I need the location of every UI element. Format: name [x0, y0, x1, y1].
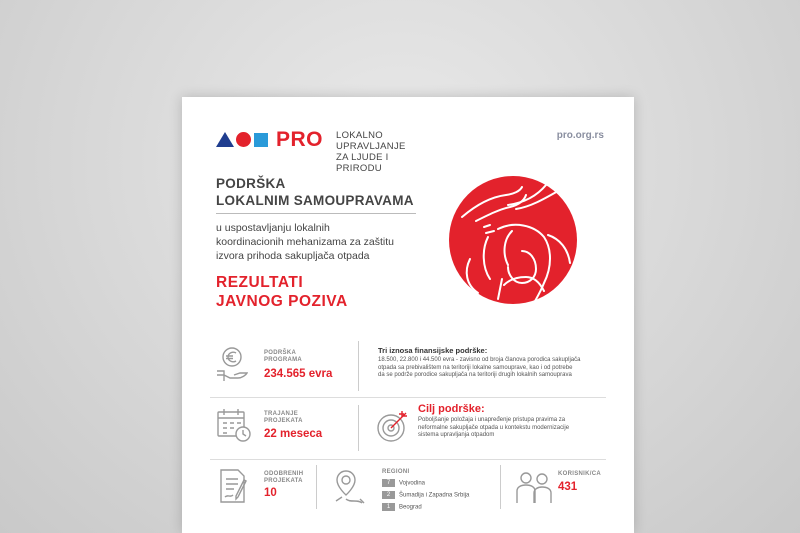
- region-item-sumadija: 2 Šumadija i Zapadna Srbija: [382, 491, 469, 499]
- approved-label: ODOBRENIH PROJEKATA: [264, 471, 304, 484]
- page-title: PODRŠKA LOKALNIM SAMOUPRAVAMA: [216, 176, 414, 208]
- subtitle: u uspostavljanju lokalnih koordinacionih mehanizama za zaštitu izvora prihoda sakupljača otpada: [216, 222, 395, 262]
- people-icon: [514, 469, 554, 505]
- euro-hand-icon: [216, 345, 248, 383]
- brand-name: PRO: [276, 128, 324, 151]
- hands-people-illustration-icon: [448, 175, 578, 305]
- financing-title: Tri iznosa finansijske podrške:: [378, 346, 488, 355]
- regions-label: REGIONI: [382, 469, 410, 475]
- square-logo-icon: [254, 133, 268, 147]
- results-heading: REZULTATI JAVNOG POZIVA: [216, 274, 348, 310]
- column-divider: [500, 465, 501, 509]
- column-divider: [358, 405, 359, 451]
- map-pin-icon: [334, 469, 368, 505]
- poster-sheet: [182, 97, 634, 533]
- column-divider: [358, 341, 359, 391]
- users-label: KORISNIK/CA: [558, 471, 601, 477]
- title-divider: [216, 213, 416, 214]
- target-icon: [376, 409, 410, 443]
- brand-tagline: LOKALNO UPRAVLJANJE ZA LJUDE I PRIRODU: [336, 130, 406, 174]
- users-value: 431: [558, 481, 578, 493]
- document-pen-icon: [218, 467, 248, 505]
- row-divider: [210, 397, 606, 398]
- row-divider: [210, 459, 606, 460]
- financing-description: 18.500, 22.800 i 44.500 evra - zavisno od broja članova porodica sakupljača otpada sa prebivalištem na teritoriji lokalne samouprave, kao i od potrebe da se podrže porodice sakupljača na teritoriji drugih lokalnih samouprava: [378, 357, 581, 378]
- calendar-clock-icon: [216, 407, 252, 443]
- program-support-label: PODRŠKA PROGRAMA: [264, 350, 303, 363]
- approved-value: 10: [264, 487, 277, 499]
- circle-logo-icon: [236, 132, 251, 147]
- region-item-beograd: 1 Beograd: [382, 503, 422, 511]
- triangle-logo-icon: [216, 132, 234, 147]
- site-url[interactable]: pro.org.rs: [556, 130, 604, 141]
- goal-title: Cilj podrške:: [418, 403, 485, 415]
- program-support-value: 234.565 evra: [264, 368, 333, 380]
- duration-value: 22 meseca: [264, 428, 323, 440]
- region-item-vojvodina: 7 Vojvodina: [382, 479, 425, 487]
- duration-label: TRAJANJE PROJEKATA: [264, 411, 303, 424]
- column-divider: [316, 465, 317, 509]
- goal-description: Poboljšanje položaja i unapređenje pristupa pravima za neformalne sakupljače otpada u kontekstu modernizacije sistema upravljanja otpadom: [418, 417, 570, 438]
